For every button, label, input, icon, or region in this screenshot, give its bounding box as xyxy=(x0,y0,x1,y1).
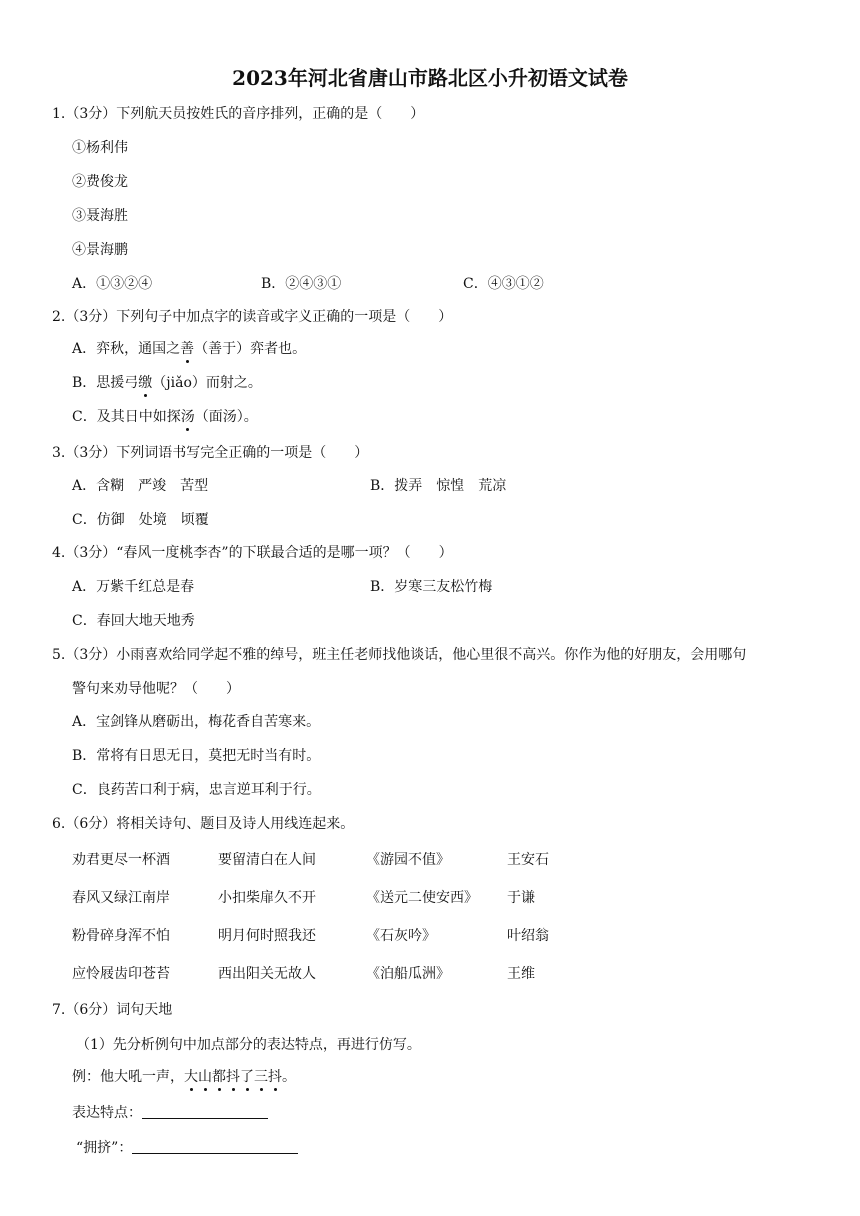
q2-a-pre: A．弈秋，通国之 xyxy=(72,341,181,357)
q2-b-dotted-char: 缴 xyxy=(138,375,153,391)
q3-stem: 3.（3分）下列词语书写完全正确的一项是（ ） xyxy=(52,445,369,461)
q6-poet: 叶绍翁 xyxy=(507,928,549,944)
q6-poem-line: 春风又绿江南岸 xyxy=(72,890,170,906)
q6-poem-line: 要留清白在人间 xyxy=(218,852,316,868)
q6-stem: 6.（6分）将相关诗句、题目及诗人用线连起来。 xyxy=(52,816,355,832)
q1-stem: 1.（3分）下列航天员按姓氏的音序排列，正确的是（ ） xyxy=(52,106,425,122)
q4-option-b: B．岁寒三友松竹梅 xyxy=(370,579,493,595)
q2-a-dotted-char: 善 xyxy=(180,341,195,357)
q6-poem-line: 西出阳关无故人 xyxy=(218,966,316,982)
q5-option-a: A．宝剑锋从磨砺出，梅花香自苦寒来。 xyxy=(72,714,321,730)
q2-c-post: （面汤）。 xyxy=(194,409,258,425)
q7-example xyxy=(72,1067,296,1087)
q6-poet: 王安石 xyxy=(507,852,549,868)
q6-poem-line: 小扣柴扉久不开 xyxy=(218,890,316,906)
q6-poem-title: 《游园不值》 xyxy=(366,852,450,868)
q7-sub1: （1）先分析例句中加点部分的表达特点，再进行仿写。 xyxy=(76,1037,421,1053)
q6-poet: 王维 xyxy=(507,966,535,982)
q6-poem-line: 粉骨碎身浑不怕 xyxy=(72,928,170,944)
q2-b-post: （jiǎo）而射之。 xyxy=(152,375,262,391)
q7-stem: 7.（6分）词句天地 xyxy=(52,1002,173,1018)
q7-example-dotted-char: 都 xyxy=(212,1069,226,1085)
q1-option-a: A．①③②④ xyxy=(72,276,153,292)
q6-poem-line: 劝君更尽一杯酒 xyxy=(72,852,170,868)
q7-example-pre: 例：他大吼一声， xyxy=(72,1069,184,1085)
q7-feature-row xyxy=(72,1103,268,1123)
q6-poem-title: 《泊船瓜洲》 xyxy=(366,966,450,982)
q1-item: ①杨利伟 xyxy=(72,140,128,156)
q2-option-c xyxy=(72,407,258,427)
q7-example-post: 。 xyxy=(282,1069,296,1085)
q5-option-c: C．良药苦口利于病，忠言逆耳利于行。 xyxy=(72,782,321,798)
q7-feature-label: 表达特点： xyxy=(72,1105,142,1121)
q7-example-dotted-char: 抖 xyxy=(226,1069,240,1085)
q4-stem: 4.（3分）“春风一度桃李杏”的下联最合适的是哪一项？（ ） xyxy=(52,545,453,561)
q5-stem-line2: 警句来劝导他呢？（ ） xyxy=(72,681,240,697)
q7-example-dotted-char: 三 xyxy=(254,1069,268,1085)
q1-option-b: B．②④③① xyxy=(261,276,342,292)
q5-option-b: B．常将有日思无日，莫把无时当有时。 xyxy=(72,748,321,764)
q2-stem: 2.（3分）下列句子中加点字的读音或字义正确的一项是（ ） xyxy=(52,309,453,325)
q2-option-b xyxy=(72,373,262,393)
q2-c-pre: C．及其日中如探 xyxy=(72,409,181,425)
q2-a-post: （善于）弈者也。 xyxy=(194,341,307,357)
q1-option-c: C．④③①② xyxy=(463,276,544,292)
q1-item: ②费俊龙 xyxy=(72,174,128,190)
q7-example-dotted-char: 抖 xyxy=(268,1069,282,1085)
q4-option-c: C．春回大地天地秀 xyxy=(72,613,195,629)
q7-crowd-blank[interactable] xyxy=(132,1139,298,1154)
q5-stem-line1: 5.（3分）小雨喜欢给同学起不雅的绰号，班主任老师找他谈话，他心里很不高兴。你作为他的好朋友，会用哪句 xyxy=(52,647,747,663)
q6-poet: 于谦 xyxy=(507,890,535,906)
q3-option-c: C．仿御 处境 顷覆 xyxy=(72,512,209,528)
q7-example-dotted-char: 山 xyxy=(198,1069,212,1085)
q1-item: ③聂海胜 xyxy=(72,208,128,224)
q7-example-dotted-char: 大 xyxy=(184,1069,198,1085)
q7-example-dotted-char: 了 xyxy=(240,1069,254,1085)
q6-poem-title: 《送元二使安西》 xyxy=(366,890,478,906)
q6-poem-title: 《石灰吟》 xyxy=(366,928,436,944)
q6-poem-line: 应怜屐齿印苍苔 xyxy=(72,966,170,982)
q7-feature-blank[interactable] xyxy=(142,1104,268,1119)
q3-option-b: B．拨弄 惊惶 荒凉 xyxy=(370,478,507,494)
q2-option-a xyxy=(72,339,306,359)
q1-item: ④景海鹏 xyxy=(72,242,128,258)
q7-crowd-label: “拥挤”： xyxy=(76,1140,133,1156)
q4-option-a: A．万紫千红总是春 xyxy=(72,579,195,595)
q6-poem-line: 明月何时照我还 xyxy=(218,928,316,944)
page-title: 2023年河北省唐山市路北区小升初语文试卷 xyxy=(232,66,628,90)
q7-crowd-row xyxy=(76,1138,298,1158)
q2-c-dotted-char: 汤 xyxy=(180,409,195,425)
q3-option-a: A．含糊 严竣 苦型 xyxy=(72,478,209,494)
q2-b-pre: B．思援弓 xyxy=(72,375,139,391)
